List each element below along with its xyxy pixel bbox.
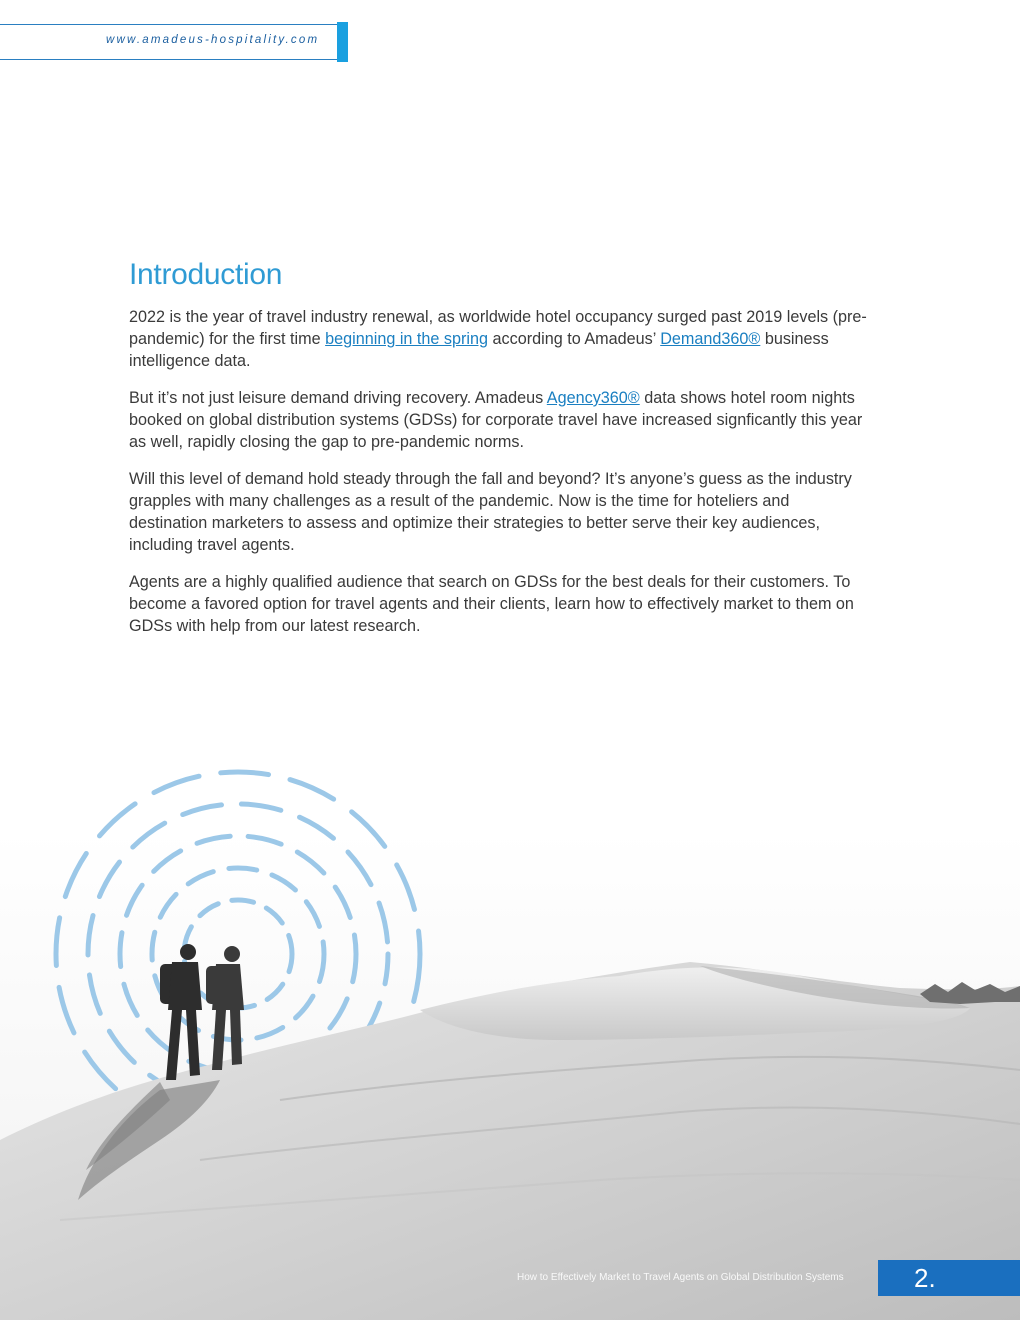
header-accent-bar [337, 22, 348, 62]
p2-text-b: data shows hotel room nights booked on global distribution systems (GDSs) for corporate travel have increased signficantly this year as well, rapidly closing the gap to pre-pandemic norms. [129, 389, 863, 451]
paragraph-4: Agents are a highly qualified audience that search on GDSs for the best deals for their customers. To become a favored option for travel agents and their clients, learn how to effectively market to them on GDSs with help from our latest research. [129, 573, 854, 635]
footer-document-title: How to Effectively Market to Travel Agents on Global Distribution Systems [517, 1272, 844, 1283]
section-title: Introduction [129, 258, 283, 291]
paragraph-3: Will this level of demand hold steady through the fall and beyond? It’s anyone’s guess as the industry grapples with many challenges as a result of the pandemic. Now is the time for hoteliers and destination marketers to assess and optimize their strategies to better serve their key audiences, including travel agents. [129, 470, 852, 554]
p1-text-a: 2022 is the year of travel industry renewal, as worldwide hotel occupancy surged past 2019 levels (pre-pandemic) for the first time [129, 308, 867, 348]
page-number: 2. [914, 1263, 936, 1293]
link-agency360[interactable]: Agency360® [546, 389, 640, 407]
p1-text-b: according to Amadeus’ [488, 330, 661, 348]
page-number-box [878, 1260, 1020, 1296]
paragraph-1 [129, 306, 869, 372]
link-demand360[interactable]: Demand360® [660, 330, 761, 348]
mountain-hikers-illustration [0, 740, 1020, 1320]
paragraph-2 [129, 387, 869, 453]
link-beginning-in-the-spring[interactable]: beginning in the spring [325, 330, 489, 348]
p1-text-c: business intelligence data. [129, 330, 829, 370]
intro-body [129, 306, 869, 652]
header-url[interactable]: www.amadeus-hospitality.com [106, 34, 320, 46]
p2-text-a: But it’s not just leisure demand driving recovery. Amadeus [129, 389, 547, 407]
